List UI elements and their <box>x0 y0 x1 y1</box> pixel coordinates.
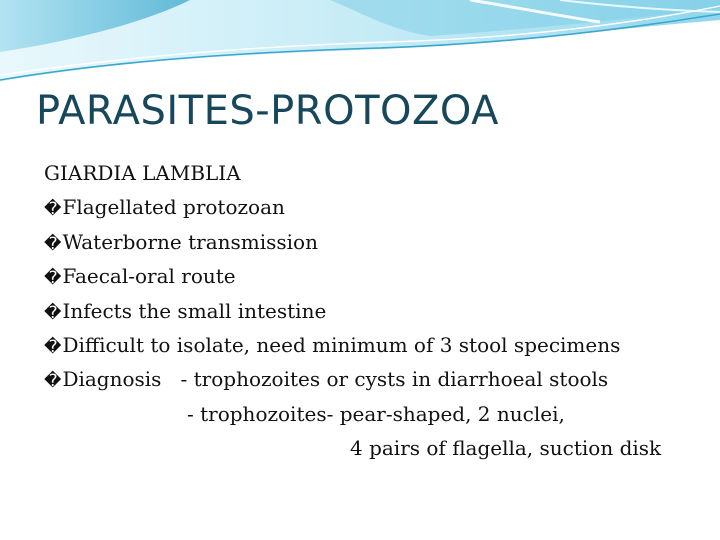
list-item-text: Waterborne transmission <box>62 229 318 254</box>
continuation-line: 4 pairs of flagella, suction disk <box>350 436 662 461</box>
continuation-line: - trophozoites- pear-shaped, 2 nuclei, <box>187 401 565 426</box>
list-item <box>44 294 704 328</box>
list-item-text: Flagellated protozoan <box>62 195 285 220</box>
list-item-text: Faecal-oral route <box>62 264 236 289</box>
bullet-icon: � <box>44 199 62 220</box>
bullet-icon: � <box>44 371 62 392</box>
list-item-text: Difficult to isolate, need minimum of 3 stool specimens <box>62 332 621 357</box>
list-item-text: Infects the small intestine <box>62 298 327 323</box>
bullet-icon: � <box>44 268 62 289</box>
bullet-icon: � <box>44 233 62 254</box>
list-item-text: Diagnosis - trophozoites or cysts in diarrhoeal stools <box>62 367 609 392</box>
slide-body <box>44 156 704 466</box>
organism-heading: GIARDIA LAMBLIA <box>44 161 241 185</box>
slide-title: PARASITES-PROTOZOA <box>36 88 500 134</box>
list-item <box>44 190 704 224</box>
bullet-icon: � <box>44 302 62 323</box>
header-wave-decoration <box>0 0 720 90</box>
list-item <box>44 259 704 293</box>
bullet-icon: � <box>44 336 62 357</box>
list-item <box>44 225 704 259</box>
list-item <box>44 362 704 396</box>
list-item <box>44 328 704 362</box>
